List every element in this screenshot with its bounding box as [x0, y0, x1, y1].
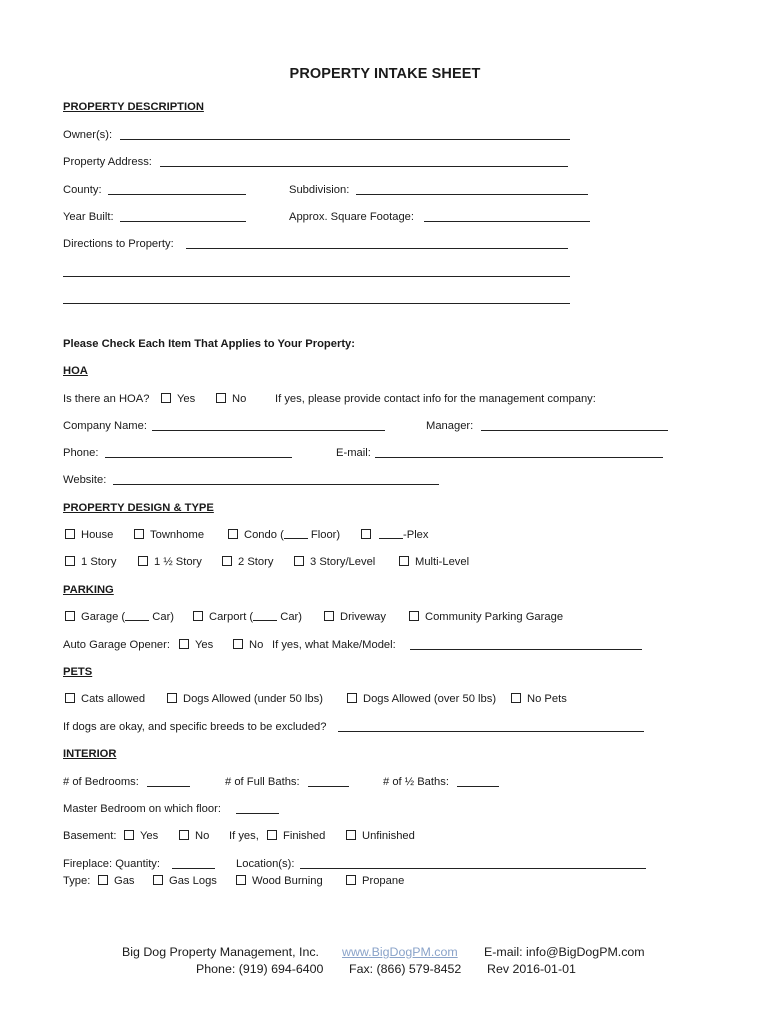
directions-label: Directions to Property:	[63, 238, 174, 250]
pets-cats-option[interactable]	[65, 692, 145, 706]
garage-car-blank[interactable]	[125, 610, 149, 621]
checkbox-icon[interactable]	[346, 830, 356, 840]
design-3-story-option[interactable]	[294, 555, 375, 569]
owners-label: Owner(s):	[63, 129, 113, 141]
company-name-field[interactable]	[152, 430, 385, 431]
design-townhome-option[interactable]	[134, 528, 204, 542]
design-condo-option[interactable]	[228, 528, 340, 542]
phone-field[interactable]	[105, 457, 292, 458]
opener-make-field[interactable]	[410, 649, 642, 650]
checkbox-icon[interactable]	[361, 529, 371, 539]
checkbox-icon[interactable]	[324, 611, 334, 621]
garage-opener-label: Auto Garage Opener:	[63, 639, 170, 651]
pets-dogs-under-label: Dogs Allowed (under 50 lbs)	[183, 693, 323, 705]
fireplace-wood-option[interactable]	[236, 874, 323, 888]
checkbox-icon[interactable]	[267, 830, 277, 840]
year-built-field[interactable]	[120, 221, 246, 222]
website-field[interactable]	[113, 484, 439, 485]
design-plex-label: -Plex	[403, 529, 429, 541]
footer-fax: Fax: (866) 579-8452	[349, 962, 462, 976]
checkbox-icon[interactable]	[179, 639, 189, 649]
basement-label: Basement:	[63, 830, 117, 842]
county-label: County:	[63, 184, 102, 196]
checkbox-icon[interactable]	[124, 830, 134, 840]
footer-website-link[interactable]: www.BigDogPM.com	[342, 945, 458, 959]
basement-unfinished-option[interactable]	[346, 829, 415, 843]
fireplace-gas-option[interactable]	[98, 874, 135, 888]
checkbox-icon[interactable]	[98, 875, 108, 885]
excluded-breeds-label: If dogs are okay, and specific breeds to be excluded?	[63, 721, 327, 733]
basement-finished-label: Finished	[283, 830, 326, 842]
footer-company: Big Dog Property Management, Inc.	[122, 945, 319, 959]
checkbox-icon[interactable]	[153, 875, 163, 885]
excluded-breeds-field[interactable]	[338, 731, 644, 732]
design-1-half-story-option[interactable]	[138, 555, 202, 569]
design-2-story-label: 2 Story	[238, 556, 274, 568]
half-baths-label: # of ½ Baths:	[383, 776, 449, 788]
fireplace-wood-label: Wood Burning	[252, 875, 323, 887]
carport-car-blank[interactable]	[253, 610, 277, 621]
basement-no-label: No	[195, 830, 210, 842]
checkbox-icon[interactable]	[65, 529, 75, 539]
parking-carport-option[interactable]	[193, 610, 302, 624]
square-footage-label: Approx. Square Footage:	[289, 211, 415, 223]
check-items-prompt: Please Check Each Item That Applies to Your Property:	[63, 338, 355, 350]
county-field[interactable]	[108, 194, 246, 195]
hoa-no-label: No	[232, 393, 247, 405]
company-name-label: Company Name:	[63, 420, 147, 432]
checkbox-icon[interactable]	[167, 693, 177, 703]
checkbox-icon[interactable]	[511, 693, 521, 703]
parking-garage-option[interactable]	[65, 610, 174, 624]
directions-field[interactable]	[186, 248, 568, 249]
full-baths-field[interactable]	[308, 786, 349, 787]
hoa-no-option[interactable]	[216, 392, 246, 406]
fireplace-quantity-field[interactable]	[172, 868, 215, 869]
parking-driveway-label: Driveway	[340, 611, 387, 623]
section-heading-pets: PETS	[63, 666, 93, 678]
page-title: PROPERTY INTAKE SHEET	[289, 66, 481, 82]
parking-carport-label: Carport (	[209, 611, 254, 623]
checkbox-icon[interactable]	[347, 693, 357, 703]
pets-none-label: No Pets	[527, 693, 567, 705]
pets-cats-label: Cats allowed	[81, 693, 146, 705]
checkbox-icon[interactable]	[193, 611, 203, 621]
master-bedroom-field[interactable]	[236, 813, 279, 814]
checkbox-icon[interactable]	[179, 830, 189, 840]
bedrooms-field[interactable]	[147, 786, 190, 787]
manager-label: Manager:	[426, 420, 474, 432]
hoa-yes-option[interactable]	[161, 392, 195, 406]
checkbox-icon[interactable]	[294, 556, 304, 566]
bedrooms-label: # of Bedrooms:	[63, 776, 139, 788]
subdivision-field[interactable]	[356, 194, 588, 195]
section-heading-parking: PARKING	[63, 584, 114, 596]
footer-revision: Rev 2016-01-01	[487, 962, 576, 976]
full-baths-label: # of Full Baths:	[225, 776, 300, 788]
directions-field-line-2[interactable]	[63, 276, 570, 277]
design-multi-level-option[interactable]	[399, 555, 469, 569]
manager-field[interactable]	[481, 430, 668, 431]
opener-no-option[interactable]	[233, 638, 263, 652]
design-2-story-option[interactable]	[222, 555, 273, 569]
fireplace-gas-label: Gas	[114, 875, 135, 887]
fireplace-gas-logs-option[interactable]	[153, 874, 217, 888]
hoa-yes-label: Yes	[177, 393, 196, 405]
checkbox-icon[interactable]	[233, 639, 243, 649]
design-1-story-option[interactable]	[65, 555, 116, 569]
checkbox-icon[interactable]	[236, 875, 246, 885]
design-condo-label: Condo (	[244, 529, 284, 541]
fireplace-quantity-label: Fireplace: Quantity:	[63, 858, 161, 870]
hoa-question: Is there an HOA?	[63, 393, 150, 405]
section-heading-interior: INTERIOR	[63, 748, 117, 760]
parking-garage-label: Garage (	[81, 611, 126, 623]
master-bedroom-label: Master Bedroom on which floor:	[63, 803, 221, 815]
basement-unfinished-label: Unfinished	[362, 830, 415, 842]
basement-yes-label: Yes	[140, 830, 159, 842]
checkbox-icon[interactable]	[65, 693, 75, 703]
square-footage-field[interactable]	[424, 221, 590, 222]
parking-community-label: Community Parking Garage	[425, 611, 564, 623]
checkbox-icon[interactable]	[138, 556, 148, 566]
parking-carport-car-label: Car)	[280, 611, 303, 623]
pets-none-option[interactable]	[511, 692, 567, 706]
subdivision-label: Subdivision:	[289, 184, 350, 196]
basement-finished-option[interactable]	[267, 829, 325, 843]
checkbox-icon[interactable]	[65, 556, 75, 566]
website-label: Website:	[63, 474, 107, 486]
half-baths-field[interactable]	[457, 786, 499, 787]
owners-field[interactable]	[120, 139, 570, 140]
design-plex-option[interactable]	[361, 528, 429, 542]
design-1-story-label: 1 Story	[81, 556, 117, 568]
fireplace-location-label: Location(s):	[236, 858, 295, 870]
design-house-label: House	[81, 529, 114, 541]
design-1-half-story-label: 1 ½ Story	[154, 556, 202, 568]
plex-blank[interactable]	[379, 528, 403, 539]
pets-dogs-over-option[interactable]	[347, 692, 496, 706]
checkbox-icon[interactable]	[161, 393, 171, 403]
hoa-contact-note: If yes, please provide contact info for the management company:	[275, 393, 596, 405]
directions-field-line-3[interactable]	[63, 303, 570, 304]
footer-phone: Phone: (919) 694-6400	[196, 962, 324, 976]
parking-community-option[interactable]	[409, 610, 563, 624]
basement-yes-option[interactable]	[124, 829, 158, 843]
fireplace-location-field[interactable]	[300, 868, 646, 869]
design-house-option[interactable]	[65, 528, 113, 542]
fireplace-propane-label: Propane	[362, 875, 405, 887]
checkbox-icon[interactable]	[399, 556, 409, 566]
checkbox-icon[interactable]	[216, 393, 226, 403]
property-address-field[interactable]	[160, 166, 568, 167]
email-field[interactable]	[375, 457, 663, 458]
checkbox-icon[interactable]	[222, 556, 232, 566]
checkbox-icon[interactable]	[134, 529, 144, 539]
opener-yes-label: Yes	[195, 639, 214, 651]
pets-dogs-under-option[interactable]	[167, 692, 323, 706]
pets-dogs-over-label: Dogs Allowed (over 50 lbs)	[363, 693, 497, 705]
footer-email: E-mail: info@BigDogPM.com	[484, 945, 645, 959]
design-townhome-label: Townhome	[150, 529, 205, 541]
opener-yes-option[interactable]	[179, 638, 213, 652]
design-multi-level-label: Multi-Level	[415, 556, 470, 568]
parking-garage-car-label: Car)	[152, 611, 175, 623]
checkbox-icon[interactable]	[346, 875, 356, 885]
property-address-label: Property Address:	[63, 156, 152, 168]
checkbox-icon[interactable]	[65, 611, 75, 621]
fireplace-gas-logs-label: Gas Logs	[169, 875, 217, 887]
fireplace-type-label: Type:	[63, 875, 91, 887]
phone-label: Phone:	[63, 447, 99, 459]
checkbox-icon[interactable]	[409, 611, 419, 621]
fireplace-propane-option[interactable]	[346, 874, 404, 888]
opener-make-label: If yes, what Make/Model:	[272, 639, 396, 651]
opener-no-label: No	[249, 639, 264, 651]
condo-floor-blank[interactable]	[284, 528, 308, 539]
email-label: E-mail:	[336, 447, 371, 459]
parking-driveway-option[interactable]	[324, 610, 386, 624]
section-heading-property-design: PROPERTY DESIGN & TYPE	[63, 502, 214, 514]
design-condo-floor-label: Floor)	[310, 529, 341, 541]
basement-no-option[interactable]	[179, 829, 209, 843]
year-built-label: Year Built:	[63, 211, 114, 223]
checkbox-icon[interactable]	[228, 529, 238, 539]
section-heading-property-description: PROPERTY DESCRIPTION	[63, 101, 204, 113]
basement-if-yes-label: If yes,	[229, 830, 259, 842]
design-3-story-label: 3 Story/Level	[310, 556, 376, 568]
section-heading-hoa: HOA	[63, 365, 88, 377]
